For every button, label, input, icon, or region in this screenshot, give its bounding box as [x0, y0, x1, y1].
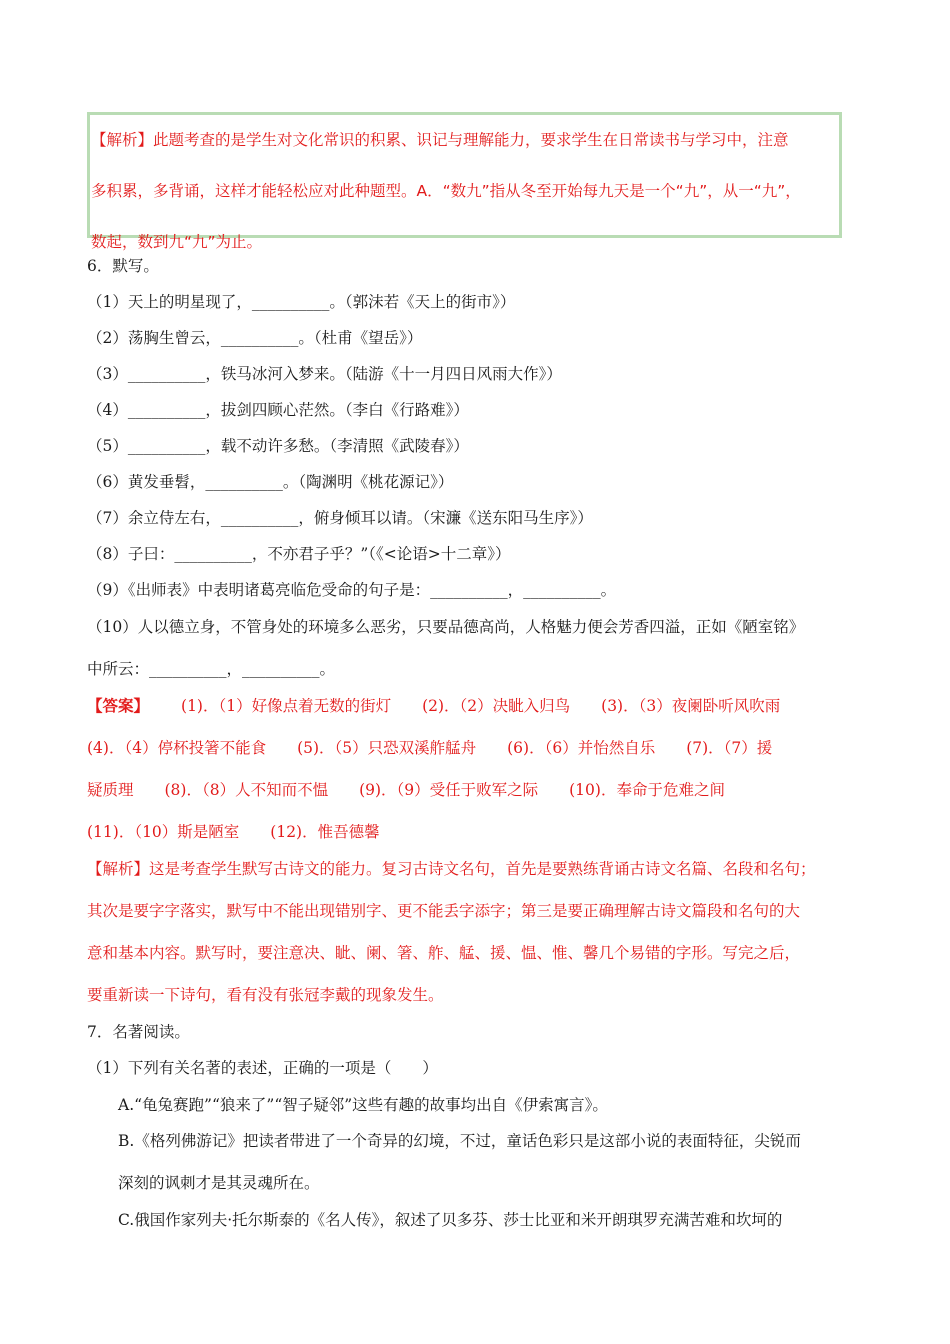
q7-option: B.《格列佛游记》把读者带进了一个奇异的幻境，不过，童话色彩只是这部小说的表面特征，尖锐而 — [118, 1132, 801, 1150]
q6-item: （3）__________，铁马冰河入梦来。（陆游《十一月四日风雨大作》） — [87, 365, 562, 383]
q6-analysis-line: 要重新读一下诗句，看有没有张冠李戴的现象发生。 — [87, 986, 444, 1004]
answer-line: (4)．（4）停杯投箸不能食 (5)．（5）只恐双溪舴艋舟 (6)．（6）并怡然自乐 (7)．（7）援 — [87, 739, 773, 757]
analysis-line: 【解析】此题考查的是学生对文化常识的积累、识记与理解能力，要求学生在日常读书与学习中，注意 — [91, 131, 789, 149]
q6-item: 中所云：__________，__________。 — [87, 660, 336, 678]
q6-item: （6）黄发垂髫，__________。（陶渊明《桃花源记》） — [87, 473, 454, 491]
q7-option: C.俄国作家列夫·托尔斯泰的《名人传》，叙述了贝多芬、莎士比亚和米开朗琪罗充满苦难和坎坷的 — [118, 1211, 783, 1229]
analysis-box — [87, 112, 842, 251]
q6-item: （7）余立侍左右，__________，俯身倾耳以请。（宋濂《送东阳马生序》） — [87, 509, 593, 527]
q6-item: （1）天上的明星现了，__________。（郭沫若《天上的街市》） — [87, 293, 516, 311]
q7-option: A.“龟兔赛跑”“狼来了”“智子疑邻”这些有趣的故事均出自《伊索寓言》。 — [118, 1096, 608, 1114]
analysis-box-text — [90, 115, 843, 268]
answer-line: 疑质理 (8)．（8）人不知而不愠 (9)．（9）受任于败军之际 (10)．奉命于危难之间 — [87, 781, 725, 799]
q6-title: 6．默写。 — [87, 257, 159, 275]
q7-option: 深刻的讽刺才是其灵魂所在。 — [118, 1174, 320, 1192]
q6-item: （8）子曰：__________，不亦君子乎？”（《<论语>十二章》） — [87, 545, 511, 563]
answer-line: (11)．（10）斯是陋室 (12)．惟吾德馨 — [87, 823, 380, 841]
analysis-line: 多积累，多背诵，这样才能轻松应对此种题型。A．“数九”指从冬至开始每九天是一个“九”，从一“九”， — [91, 182, 801, 200]
q7-subquestion: （1）下列有关名著的表述，正确的一项是（ ） — [87, 1059, 438, 1077]
q6-item: （10）人以德立身，不管身处的环境多么恶劣，只要品德高尚，人格魅力便会芳香四溢，正如《陋室铭》 — [87, 618, 805, 636]
q7-title: 7．名著阅读。 — [87, 1023, 190, 1041]
q6-analysis-line: 其次是要字字落实，默写中不能出现错别字、更不能丢字添字；第三是要正确理解古诗文篇段和名句的大 — [87, 902, 801, 920]
q6-analysis-line: 意和基本内容。默写时，要注意决、眦、阑、箸、舴、艋、援、愠、惟、馨几个易错的字形。写完之后， — [87, 944, 801, 962]
analysis-line: 数起，数到九“九”为止。 — [91, 233, 263, 251]
q6-item: （9）《出师表》中表明诸葛亮临危受命的句子是：__________，__________。 — [87, 581, 617, 599]
answer-line — [87, 694, 780, 716]
q6-item: （4）__________，拔剑四顾心茫然。（李白《行路难》） — [87, 401, 469, 419]
q6-item: （2）荡胸生曾云，__________。（杜甫《望岳》） — [87, 329, 423, 347]
answer-label: 【答案】 — [87, 696, 150, 715]
answer-text: (1)．（1）好像点着无数的街灯 (2)．（2）决眦入归鸟 (3)．（3）夜阑卧听风吹雨 — [181, 697, 781, 715]
q6-item: （5）__________，载不动许多愁。（李清照《武陵春》） — [87, 437, 469, 455]
q6-analysis-line: 【解析】这是考查学生默写古诗文的能力。复习古诗文名句，首先是要熟练背诵古诗文名篇、名段和名句； — [87, 860, 816, 878]
